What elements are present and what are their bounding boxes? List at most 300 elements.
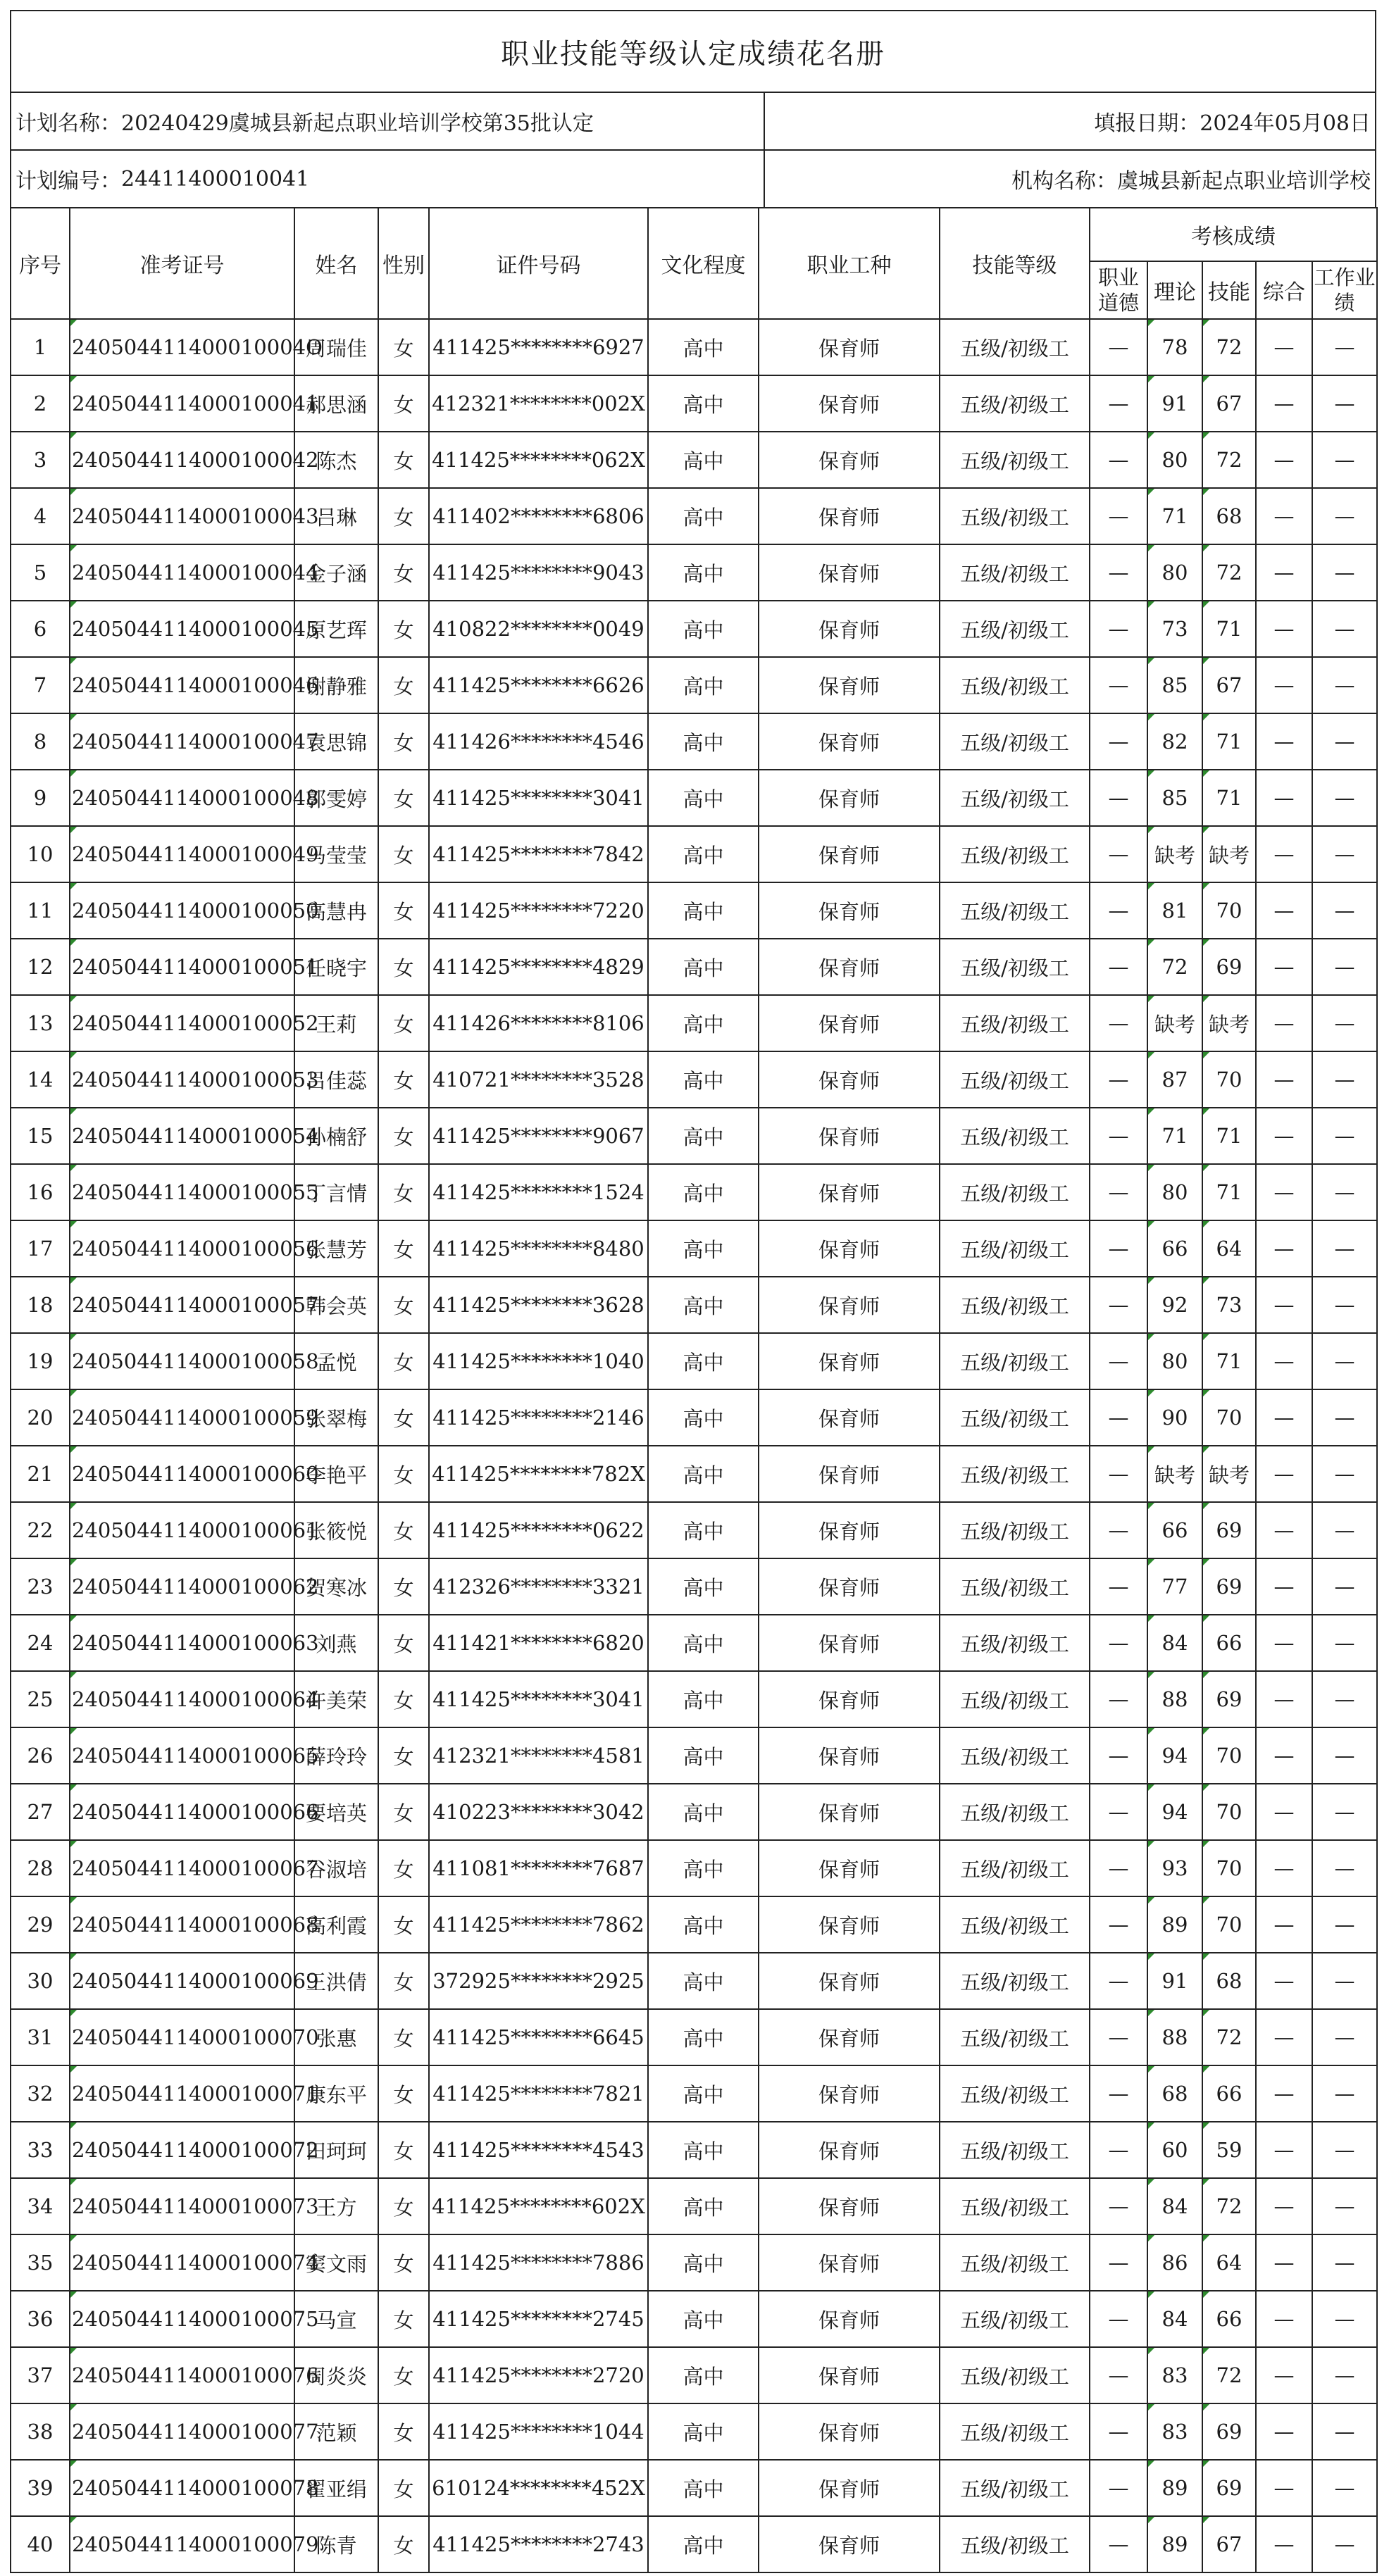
- cell-ethics: —: [1090, 826, 1147, 882]
- cell-name: 张筱悦: [294, 1502, 378, 1558]
- cell-name: 范颖: [294, 2403, 378, 2460]
- cell-name: 窦文雨: [294, 2234, 378, 2291]
- table-row: [11, 1164, 1377, 1220]
- cell-education: 高中: [648, 2403, 759, 2460]
- cell-education: 高中: [648, 1502, 759, 1558]
- cell-id-number: 411425********7862: [429, 1896, 648, 1953]
- cell-work: —: [1312, 770, 1377, 826]
- cell-name: 谢静雅: [294, 657, 378, 713]
- cell-combined: —: [1256, 882, 1312, 939]
- cell-skill-score: 69: [1202, 1671, 1256, 1727]
- table-row: [11, 1953, 1377, 2009]
- cell-ethics: —: [1090, 432, 1147, 488]
- cell-work: —: [1312, 826, 1377, 882]
- table-row: [11, 2403, 1377, 2460]
- cell-gender: 女: [378, 1727, 429, 1784]
- cell-name: 周炎炎: [294, 2347, 378, 2403]
- cell-gender: 女: [378, 1502, 429, 1558]
- cell-skill-score: 70: [1202, 1784, 1256, 1840]
- cell-theory-score: 84: [1147, 2178, 1202, 2234]
- cell-gender: 女: [378, 319, 429, 375]
- cell-occupation: 保育师: [759, 1446, 940, 1502]
- cell-theory-score: 93: [1147, 1840, 1202, 1896]
- cell-skill-level: 五级/初级工: [940, 826, 1090, 882]
- cell-skill-score: 缺考: [1202, 1446, 1256, 1502]
- cell-id-number: 411425********1044: [429, 2403, 648, 2460]
- cell-ethics: —: [1090, 939, 1147, 995]
- cell-skill-level: 五级/初级工: [940, 2460, 1090, 2516]
- cell-id-number: 411425********7886: [429, 2234, 648, 2291]
- cell-education: 高中: [648, 375, 759, 432]
- cell-occupation: 保育师: [759, 544, 940, 601]
- cell-skill-level: 五级/初级工: [940, 2347, 1090, 2403]
- cell-id-number: 411425********7842: [429, 826, 648, 882]
- cell-occupation: 保育师: [759, 1502, 940, 1558]
- cell-skill-level: 五级/初级工: [940, 1051, 1090, 1108]
- cell-combined: —: [1256, 1108, 1312, 1164]
- cell-name: 李艳平: [294, 1446, 378, 1502]
- cell-skill-score: 59: [1202, 2122, 1256, 2178]
- table-row: [11, 995, 1377, 1051]
- cell-education: 高中: [648, 2460, 759, 2516]
- cell-combined: —: [1256, 1615, 1312, 1671]
- cell-name: 王莉: [294, 995, 378, 1051]
- cell-education: 高中: [648, 2122, 759, 2178]
- cell-combined: —: [1256, 939, 1312, 995]
- cell-seq: 37: [11, 2347, 70, 2403]
- cell-ethics: —: [1090, 1108, 1147, 1164]
- cell-ethics: —: [1090, 1840, 1147, 1896]
- table-row: [11, 1051, 1377, 1108]
- cell-seq: 1: [11, 319, 70, 375]
- cell-work: —: [1312, 1333, 1377, 1389]
- cell-id-number: 411402********6806: [429, 488, 648, 544]
- cell-ticket: 2405044114000100073: [70, 2178, 294, 2234]
- cell-ticket: 2405044114000100066: [70, 1784, 294, 1840]
- cell-skill-level: 五级/初级工: [940, 2403, 1090, 2460]
- cell-combined: —: [1256, 1277, 1312, 1333]
- cell-skill-level: 五级/初级工: [940, 1389, 1090, 1446]
- cell-work: —: [1312, 1840, 1377, 1896]
- cell-work: —: [1312, 2460, 1377, 2516]
- cell-ticket: 2405044114000100050: [70, 882, 294, 939]
- cell-name: 陈杰: [294, 432, 378, 488]
- score-table: [10, 207, 1378, 2573]
- cell-theory-score: 80: [1147, 1164, 1202, 1220]
- cell-skill-score: 68: [1202, 1953, 1256, 2009]
- cell-skill-level: 五级/初级工: [940, 319, 1090, 375]
- cell-ethics: —: [1090, 1220, 1147, 1277]
- cell-seq: 11: [11, 882, 70, 939]
- cell-name: 原艺珲: [294, 601, 378, 657]
- cell-ticket: 2405044114000100052: [70, 995, 294, 1051]
- cell-id-number: 411426********8106: [429, 995, 648, 1051]
- cell-work: —: [1312, 2403, 1377, 2460]
- cell-work: —: [1312, 1953, 1377, 2009]
- cell-skill-level: 五级/初级工: [940, 939, 1090, 995]
- cell-ethics: —: [1090, 1615, 1147, 1671]
- cell-occupation: 保育师: [759, 1784, 940, 1840]
- cell-skill-level: 五级/初级工: [940, 1333, 1090, 1389]
- cell-gender: 女: [378, 1051, 429, 1108]
- cell-gender: 女: [378, 1953, 429, 2009]
- cell-education: 高中: [648, 657, 759, 713]
- cell-skill-score: 71: [1202, 601, 1256, 657]
- cell-theory-score: 88: [1147, 1671, 1202, 1727]
- cell-work: —: [1312, 2065, 1377, 2122]
- cell-work: —: [1312, 1051, 1377, 1108]
- cell-work: —: [1312, 2234, 1377, 2291]
- cell-combined: —: [1256, 713, 1312, 770]
- cell-work: —: [1312, 2291, 1377, 2347]
- cell-occupation: 保育师: [759, 882, 940, 939]
- cell-theory-score: 89: [1147, 2460, 1202, 2516]
- roster-sheet: [10, 10, 1376, 2573]
- header-occupation: 职业工种: [759, 208, 940, 319]
- cell-skill-score: 64: [1202, 1220, 1256, 1277]
- page-title: 职业技能等级认定成绩花名册: [10, 10, 1376, 92]
- cell-combined: —: [1256, 2122, 1312, 2178]
- cell-seq: 9: [11, 770, 70, 826]
- cell-ticket: 2405044114000100053: [70, 1051, 294, 1108]
- cell-theory-score: 82: [1147, 713, 1202, 770]
- cell-id-number: 410721********3528: [429, 1051, 648, 1108]
- cell-ticket: 2405044114000100072: [70, 2122, 294, 2178]
- cell-skill-level: 五级/初级工: [940, 995, 1090, 1051]
- cell-work: —: [1312, 319, 1377, 375]
- cell-seq: 25: [11, 1671, 70, 1727]
- cell-seq: 27: [11, 1784, 70, 1840]
- cell-ticket: 2405044114000100041: [70, 375, 294, 432]
- plan-number-row: [10, 149, 1376, 207]
- table-row: [11, 1389, 1377, 1446]
- cell-name: 高慧冉: [294, 882, 378, 939]
- cell-gender: 女: [378, 939, 429, 995]
- cell-theory-score: 87: [1147, 1051, 1202, 1108]
- cell-ticket: 2405044114000100057: [70, 1277, 294, 1333]
- cell-combined: —: [1256, 1220, 1312, 1277]
- cell-combined: —: [1256, 2178, 1312, 2234]
- cell-seq: 2: [11, 375, 70, 432]
- cell-name: 孟悦: [294, 1333, 378, 1389]
- cell-theory-score: 94: [1147, 1784, 1202, 1840]
- cell-theory-score: 66: [1147, 1220, 1202, 1277]
- header-education: 文化程度: [648, 208, 759, 319]
- header-gender: 性别: [378, 208, 429, 319]
- cell-gender: 女: [378, 1558, 429, 1615]
- cell-gender: 女: [378, 2460, 429, 2516]
- cell-skill-level: 五级/初级工: [940, 2178, 1090, 2234]
- table-row: [11, 1840, 1377, 1896]
- cell-skill-level: 五级/初级工: [940, 2291, 1090, 2347]
- cell-education: 高中: [648, 2516, 759, 2572]
- table-row: [11, 1558, 1377, 1615]
- cell-ethics: —: [1090, 1558, 1147, 1615]
- cell-education: 高中: [648, 544, 759, 601]
- table-row: [11, 1502, 1377, 1558]
- cell-skill-score: 69: [1202, 2403, 1256, 2460]
- cell-seq: 39: [11, 2460, 70, 2516]
- cell-work: —: [1312, 657, 1377, 713]
- table-row: [11, 1615, 1377, 1671]
- cell-id-number: 411425********3041: [429, 770, 648, 826]
- table-row: [11, 1446, 1377, 1502]
- cell-work: —: [1312, 375, 1377, 432]
- cell-gender: 女: [378, 1784, 429, 1840]
- cell-id-number: 411425********6626: [429, 657, 648, 713]
- cell-id-number: 411425********7821: [429, 2065, 648, 2122]
- table-row: [11, 432, 1377, 488]
- cell-ethics: —: [1090, 2065, 1147, 2122]
- cell-education: 高中: [648, 1277, 759, 1333]
- cell-work: —: [1312, 2347, 1377, 2403]
- cell-id-number: 410223********3042: [429, 1784, 648, 1840]
- cell-combined: —: [1256, 488, 1312, 544]
- cell-ticket: 2405044114000100061: [70, 1502, 294, 1558]
- header-id: 证件号码: [429, 208, 648, 319]
- cell-occupation: 保育师: [759, 1896, 940, 1953]
- cell-gender: 女: [378, 1840, 429, 1896]
- cell-combined: —: [1256, 1727, 1312, 1784]
- cell-skill-score: 69: [1202, 1558, 1256, 1615]
- cell-seq: 31: [11, 2009, 70, 2065]
- table-row: [11, 2291, 1377, 2347]
- cell-education: 高中: [648, 2009, 759, 2065]
- cell-education: 高中: [648, 1389, 759, 1446]
- cell-ethics: —: [1090, 2291, 1147, 2347]
- cell-id-number: 412326********3321: [429, 1558, 648, 1615]
- cell-id-number: 410822********0049: [429, 601, 648, 657]
- cell-skill-level: 五级/初级工: [940, 1671, 1090, 1727]
- cell-skill-score: 72: [1202, 2009, 1256, 2065]
- cell-skill-score: 72: [1202, 432, 1256, 488]
- cell-ticket: 2405044114000100055: [70, 1164, 294, 1220]
- cell-skill-score: 66: [1202, 1615, 1256, 1671]
- cell-combined: —: [1256, 1840, 1312, 1896]
- cell-seq: 33: [11, 2122, 70, 2178]
- cell-name: 要培英: [294, 1784, 378, 1840]
- cell-education: 高中: [648, 1953, 759, 2009]
- cell-theory-score: 80: [1147, 1333, 1202, 1389]
- cell-seq: 40: [11, 2516, 70, 2572]
- header-skill: 技能: [1202, 261, 1256, 319]
- cell-gender: 女: [378, 2403, 429, 2460]
- cell-theory-score: 71: [1147, 1108, 1202, 1164]
- plan-name-cell: [11, 93, 765, 149]
- cell-ticket: 2405044114000100067: [70, 1840, 294, 1896]
- cell-skill-level: 五级/初级工: [940, 601, 1090, 657]
- cell-seq: 8: [11, 713, 70, 770]
- cell-skill-level: 五级/初级工: [940, 1840, 1090, 1896]
- fill-date-cell: [765, 93, 1375, 149]
- cell-id-number: 411421********6820: [429, 1615, 648, 1671]
- cell-work: —: [1312, 882, 1377, 939]
- plan-no-label: 计划编号：: [15, 169, 121, 194]
- cell-education: 高中: [648, 432, 759, 488]
- cell-skill-level: 五级/初级工: [940, 2065, 1090, 2122]
- cell-combined: —: [1256, 1051, 1312, 1108]
- cell-name: 郝思涵: [294, 375, 378, 432]
- cell-ticket: 2405044114000100042: [70, 432, 294, 488]
- cell-ticket: 2405044114000100060: [70, 1446, 294, 1502]
- cell-skill-level: 五级/初级工: [940, 2009, 1090, 2065]
- cell-skill-score: 71: [1202, 1108, 1256, 1164]
- cell-combined: —: [1256, 1502, 1312, 1558]
- cell-skill-score: 72: [1202, 2178, 1256, 2234]
- cell-work: —: [1312, 544, 1377, 601]
- cell-skill-score: 69: [1202, 1502, 1256, 1558]
- cell-id-number: 411425********7220: [429, 882, 648, 939]
- table-row: [11, 713, 1377, 770]
- table-row: [11, 2009, 1377, 2065]
- cell-theory-score: 86: [1147, 2234, 1202, 2291]
- cell-skill-score: 72: [1202, 544, 1256, 601]
- table-row: [11, 2347, 1377, 2403]
- cell-seq: 30: [11, 1953, 70, 2009]
- cell-occupation: 保育师: [759, 1389, 940, 1446]
- cell-work: —: [1312, 713, 1377, 770]
- cell-seq: 17: [11, 1220, 70, 1277]
- cell-occupation: 保育师: [759, 1615, 940, 1671]
- cell-id-number: 411425********2745: [429, 2291, 648, 2347]
- cell-work: —: [1312, 1615, 1377, 1671]
- cell-ethics: —: [1090, 2347, 1147, 2403]
- header-ethics: 职业道德: [1090, 261, 1147, 319]
- cell-gender: 女: [378, 2065, 429, 2122]
- cell-combined: —: [1256, 1333, 1312, 1389]
- cell-theory-score: 77: [1147, 1558, 1202, 1615]
- table-row: [11, 939, 1377, 995]
- plan-no-value: 24411400010041: [121, 166, 310, 192]
- cell-work: —: [1312, 1164, 1377, 1220]
- cell-combined: —: [1256, 1671, 1312, 1727]
- cell-occupation: 保育师: [759, 2516, 940, 2572]
- cell-combined: —: [1256, 2009, 1312, 2065]
- cell-skill-score: 70: [1202, 1896, 1256, 1953]
- cell-name: 薛玲玲: [294, 1727, 378, 1784]
- cell-work: —: [1312, 2009, 1377, 2065]
- table-row: [11, 882, 1377, 939]
- header-ticket: 准考证号: [70, 208, 294, 319]
- cell-gender: 女: [378, 1164, 429, 1220]
- cell-id-number: 412321********002X: [429, 375, 648, 432]
- org-label: 机构名称：: [1011, 169, 1117, 194]
- cell-seq: 3: [11, 432, 70, 488]
- cell-occupation: 保育师: [759, 1108, 940, 1164]
- cell-education: 高中: [648, 2234, 759, 2291]
- cell-education: 高中: [648, 1615, 759, 1671]
- cell-ticket: 2405044114000100054: [70, 1108, 294, 1164]
- cell-ticket: 2405044114000100070: [70, 2009, 294, 2065]
- cell-education: 高中: [648, 770, 759, 826]
- cell-ethics: —: [1090, 882, 1147, 939]
- cell-ethics: —: [1090, 2516, 1147, 2572]
- table-row: [11, 2065, 1377, 2122]
- cell-theory-score: 85: [1147, 770, 1202, 826]
- cell-theory-score: 缺考: [1147, 1446, 1202, 1502]
- cell-education: 高中: [648, 1051, 759, 1108]
- cell-ticket: 2405044114000100059: [70, 1389, 294, 1446]
- cell-ethics: —: [1090, 2403, 1147, 2460]
- cell-name: 谷淑培: [294, 1840, 378, 1896]
- cell-gender: 女: [378, 1896, 429, 1953]
- cell-id-number: 411425********8480: [429, 1220, 648, 1277]
- cell-occupation: 保育师: [759, 2234, 940, 2291]
- cell-gender: 女: [378, 488, 429, 544]
- plan-name-label: 计划名称：: [15, 111, 121, 136]
- cell-id-number: 411425********2720: [429, 2347, 648, 2403]
- cell-ethics: —: [1090, 1164, 1147, 1220]
- cell-work: —: [1312, 1277, 1377, 1333]
- cell-ticket: 240504411400010004O: [70, 319, 294, 375]
- cell-skill-score: 67: [1202, 2516, 1256, 2572]
- cell-gender: 女: [378, 713, 429, 770]
- cell-skill-level: 五级/初级工: [940, 1446, 1090, 1502]
- cell-ticket: 2405044114000100074: [70, 2234, 294, 2291]
- cell-gender: 女: [378, 2347, 429, 2403]
- cell-gender: 女: [378, 601, 429, 657]
- cell-work: —: [1312, 1446, 1377, 1502]
- cell-education: 高中: [648, 1164, 759, 1220]
- table-row: [11, 1277, 1377, 1333]
- cell-ticket: 2405044114000100049: [70, 826, 294, 882]
- cell-seq: 20: [11, 1389, 70, 1446]
- cell-education: 高中: [648, 1896, 759, 1953]
- cell-ticket: 2405044114000100045: [70, 601, 294, 657]
- cell-theory-score: 88: [1147, 2009, 1202, 2065]
- cell-skill-level: 五级/初级工: [940, 1502, 1090, 1558]
- cell-theory-score: 66: [1147, 1502, 1202, 1558]
- cell-id-number: 411425********2146: [429, 1389, 648, 1446]
- cell-name: 金子涵: [294, 544, 378, 601]
- cell-education: 高中: [648, 1333, 759, 1389]
- cell-ethics: —: [1090, 1446, 1147, 1502]
- cell-work: —: [1312, 2516, 1377, 2572]
- cell-ethics: —: [1090, 601, 1147, 657]
- cell-combined: —: [1256, 601, 1312, 657]
- cell-skill-level: 五级/初级工: [940, 488, 1090, 544]
- cell-occupation: 保育师: [759, 1333, 940, 1389]
- cell-occupation: 保育师: [759, 2291, 940, 2347]
- cell-ethics: —: [1090, 2178, 1147, 2234]
- cell-gender: 女: [378, 2178, 429, 2234]
- cell-seq: 32: [11, 2065, 70, 2122]
- org-value: 虞城县新起点职业培训学校: [1117, 169, 1371, 194]
- cell-education: 高中: [648, 1784, 759, 1840]
- cell-ticket: 2405044114000100065: [70, 1727, 294, 1784]
- cell-gender: 女: [378, 657, 429, 713]
- cell-skill-score: 缺考: [1202, 826, 1256, 882]
- cell-skill-score: 70: [1202, 1389, 1256, 1446]
- table-row: [11, 375, 1377, 432]
- cell-theory-score: 68: [1147, 2065, 1202, 2122]
- header-combined: 综合: [1256, 261, 1312, 319]
- cell-gender: 女: [378, 1671, 429, 1727]
- cell-seq: 35: [11, 2234, 70, 2291]
- cell-skill-level: 五级/初级工: [940, 1896, 1090, 1953]
- cell-gender: 女: [378, 995, 429, 1051]
- cell-occupation: 保育师: [759, 1840, 940, 1896]
- table-row: [11, 1784, 1377, 1840]
- cell-combined: —: [1256, 2065, 1312, 2122]
- cell-seq: 38: [11, 2403, 70, 2460]
- cell-seq: 5: [11, 544, 70, 601]
- cell-combined: —: [1256, 2516, 1312, 2572]
- cell-education: 高中: [648, 319, 759, 375]
- cell-theory-score: 90: [1147, 1389, 1202, 1446]
- plan-name-value: 20240429虞城县新起点职业培训学校第35批认定: [121, 111, 594, 136]
- cell-name: 孙楠舒: [294, 1108, 378, 1164]
